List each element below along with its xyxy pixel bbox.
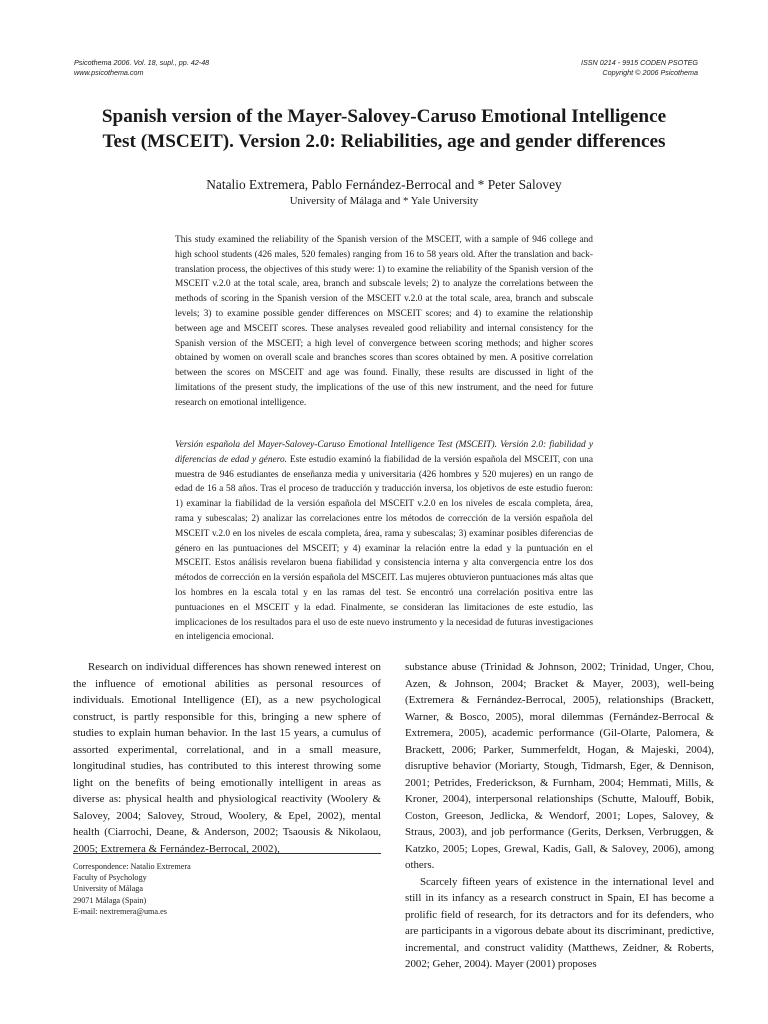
correspondence-faculty: Faculty of Psychology: [73, 873, 147, 883]
correspondence-email: E-mail: nextremera@uma.es: [73, 906, 167, 916]
journal-issn-block: [581, 58, 698, 78]
body-paragraph: Research on individual differences has shown renewed interest on the influence of emotional abilities as personal resources of individuals. Emotional Intelligence (EI), as a new psychological construct, is partly responsible for this, bringing a new sphere of studies to explain human behavior. In the last 15 years, a cumulus of assorted experimental, correlational, and in a small measure, longitudinal studies, has contributed to this interest throwing some light on the benefits of being emotionally intelligent in areas as diverse as: physical health and physiological reactivity (Woolery & Salovey, 2004; Salovey, Stroud, Woolery, & Epel, 2002), mental health (Ciarrochi, Deane, & Anderson, 2002; Tsaousis & Nikolaou, 2005; Extremera & Fernández-Berrocal, 2002),: [73, 661, 381, 855]
journal-website: www.psicothema.com: [74, 68, 144, 77]
paper-title-line-2: Test (MSCEIT). Version 2.0: Reliabilities, age and gender differences: [102, 131, 666, 152]
paper-title-line-1: Spanish version of the Mayer-Salovey-Caruso Emotional Intelligence: [101, 106, 667, 127]
author-list: Natalio Extremera, Pablo Fernández-Berrocal and * Peter Salovey: [206, 177, 562, 192]
body-column-right: [405, 659, 714, 973]
body-column-left: [73, 659, 381, 857]
correspondence-university: University of Málaga: [73, 884, 144, 894]
abstract-spanish-title: Versión española del Mayer-Salovey-Caruso Emotional Intelligence Test (MSCEIT). Versión 2.0: fiabilidad y diferencias de edad y género.: [175, 440, 593, 465]
paper-title: [60, 104, 708, 154]
correspondence-address: 29071 Málaga (Spain): [73, 895, 147, 905]
body-paragraph: Scarcely fifteen years of existence in the international level and still in its infancy as a research construct in Spain, EI has become a prolific field of research, for its detractors and for its defenders, who are participants in a vigorous debate about its discriminant, predictive, incremental, and construct validity (Matthews, Zeidner, & Roberts, 2002; Geher, 2004). Mayer (2001) proposes: [405, 875, 714, 970]
abstract-spanish: [175, 438, 593, 645]
author-affiliation: University of Málaga and * Yale University: [289, 195, 479, 207]
correspondence-footnote: [73, 861, 381, 917]
footnote-divider: [73, 853, 381, 854]
journal-issn: ISSN 0214 - 9915 CODEN PSOTEG: [580, 58, 698, 67]
abstract-spanish-text: Este estudio examinó la fiabilidad de la versión española del MSCEIT, con una muestra de 946 estudiantes de enseñanza media y universitaria (426 hombres y 520 mujeres) en un rango de edad de 16 a 58 años. Tras el proceso de traducción y traducción inversa, los objetivos de este estudio fueron: 1) examinar la fiabilidad de la versión española del MSCEIT v.2.0 en los niveles de escala completa, área, rama y subescalas; 2) analizar las correlaciones entre los métodos de corrección de la versión española del MSCEIT v.2.0 en los niveles de escala completa, área, rama y subescalas; 3) examinar posibles diferencias de género en las puntuaciones del MSCEIT; y 4) examinar la relación entre la edad y la puntuación en el MSCEIT. Estos análisis revelaron buena fiabilidad y consistencia interna y alta convergencia entre los dos métodos de corrección en la versión española del MSCEIT. Las mujeres obtuvieron puntuaciones más altas que los hombres en la escala total y en las ramas del test. Se encontró una correlación positiva entre las puntuaciones en el MSCEIT y la edad. Finalmente, se consideran las limitaciones de este estudio, las implicaciones de los resultados para el uso de este nuevo instrumento y la necesidad de futuras investigaciones en inteligencia emocional.: [175, 454, 593, 643]
journal-copyright: Copyright © 2006 Psicothema: [602, 68, 698, 77]
abstract-english: This study examined the reliability of the Spanish version of the MSCEIT, with a sample of 946 college and high school students (426 males, 520 females) ranging from 16 to 58 years old. After the translation and back-translation process, the objectives of this study were: 1) to examine the reliability of the Spanish version of the MSCEIT v.2.0 at the total scale, area, branch and subscale levels; 2) to analyze the correlations between the methods of scoring in the Spanish version of the MSCEIT v.2.0 at the total scale, area, branch and subscale levels; 3) to examine possible gender differences on MSCEIT scores; and 4) to examine the relationship between age and MSCEIT scores. These analyses revealed good reliability and internal consistency for the Spanish version of the MSCEIT; a high level of convergence between scoring methods; and higher scores obtained by women on overall scale and branches scores than scores obtained by men. A positive correlation between the scores on MSCEIT and age was found. Finally, these results are discussed in light of the limitations of the present study, the implications of the use of this new instrument, and the need for future research on emotional intelligence.: [175, 235, 593, 408]
journal-citation: [74, 58, 209, 78]
correspondence-name: Correspondence: Natalio Extremera: [73, 862, 191, 871]
journal-volume-line: Psicothema 2006. Vol. 18, supl., pp. 42-48: [74, 58, 210, 67]
body-paragraph: substance abuse (Trinidad & Johnson, 2002; Trinidad, Unger, Chou, Azen, & Johnson, 2004; Bracket & Mayer, 2003), well-being (Extremera & Fernández-Berrocal, 2005), relationships (Brackett, Warner, & Bosco, 2005), moral dilemmas (Fernández-Berrocal & Extremera, 2005), academic performance (Gil-Olarte, Palomera, & Brackett, 2006; Parker, Summerfeldt, Hogan, & Majeski, 2004), disruptive behavior (Moriarty, Stough, Tidmarsh, Eger, & Dennison, 2001; Petrides, Frederickson, & Furnham, 2004; Hemmati, Mills, & Kroner, 2004), interpersonal relationships (Schutte, Malouff, Bobik, Coston, Greeson, Jedlicka, & Wendorf, 2001; Lopes, Salovey, & Straus, 2003), and job performance (Gerits, Derksen, Verbruggen, & Katzko, 2005; Lopes, Grewal, Kadis, Gall, & Salovey, 2006), among others.: [405, 661, 714, 871]
